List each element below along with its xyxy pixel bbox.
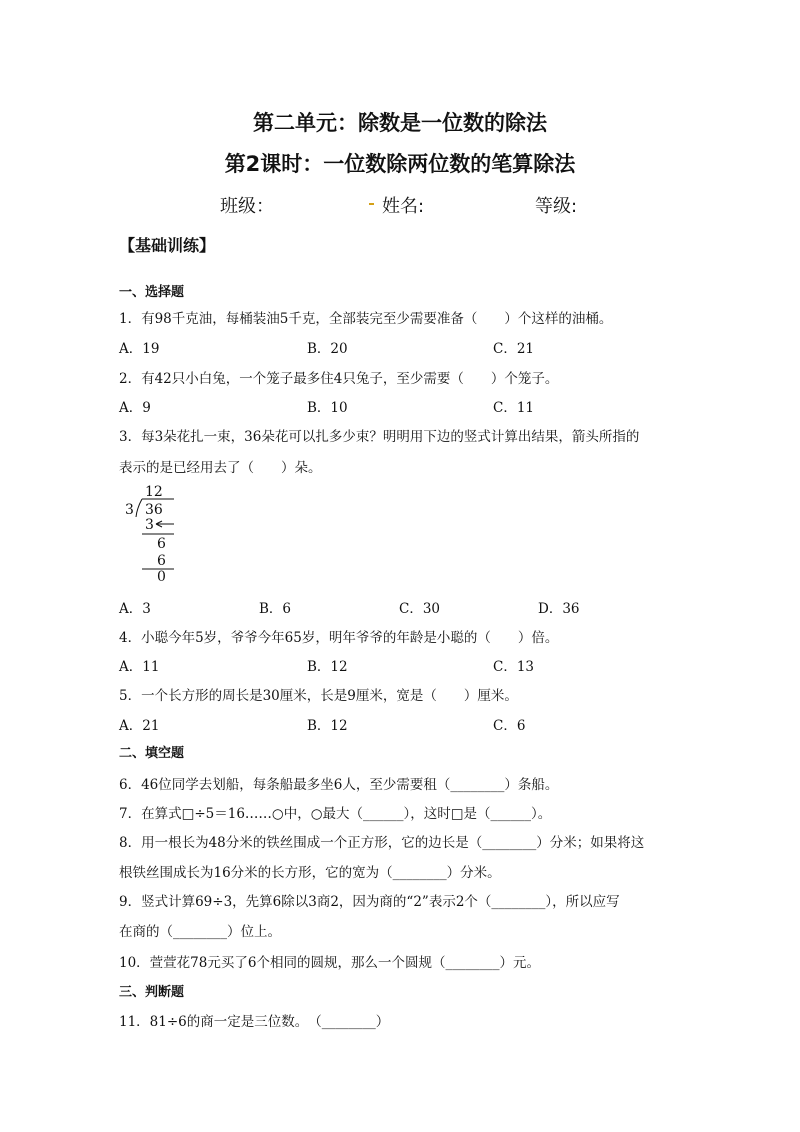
question-9-line1: 9．竖式计算69÷3，先算6除以3商2，因为商的“2”表示2个（________），所以应写 xyxy=(119,894,620,910)
ld-step3: 6 xyxy=(157,553,166,569)
ld-quotient: 12 xyxy=(145,484,163,500)
section-heading: 【基础训练】 xyxy=(119,236,216,255)
page-title: 第二单元：除数是一位数的除法 xyxy=(253,111,547,135)
q1-option-b: B．20 xyxy=(307,341,348,357)
part3-heading: 三、判断题 xyxy=(119,985,185,1000)
question-8-line1: 8．用一根长为48分米的铁丝围成一个正方形，它的边长是（________）分米；如果将这 xyxy=(119,835,645,851)
q2-option-c: C．11 xyxy=(493,400,535,416)
q3-option-c: C．30 xyxy=(399,601,441,617)
long-division xyxy=(122,484,182,584)
question-5: 5．一个长方形的周长是30厘米，长是9厘米，宽是（ ）厘米。 xyxy=(119,688,518,704)
question-8-line2: 根铁丝围成长为16分米的长方形，它的宽为（________）分米。 xyxy=(119,865,501,881)
question-3-line1: 3．每3朵花扎一束，36朵花可以扎多少束？明明用下边的竖式计算出结果，箭头所指的 xyxy=(119,429,640,445)
q3-option-b: B．6 xyxy=(259,601,292,617)
grade-label: 等级: xyxy=(535,196,578,217)
q5-option-c: C．6 xyxy=(493,718,526,734)
ld-step2: 6 xyxy=(157,536,166,552)
question-2: 2．有42只小白兔，一个笼子最多住4只兔子，至少需要（ ）个笼子。 xyxy=(119,371,559,387)
question-11: 11．81÷6的商一定是三位数。 （________） xyxy=(119,1014,390,1030)
q4-option-b: B．12 xyxy=(307,659,348,675)
part1-heading: 一、选择题 xyxy=(119,285,185,300)
q4-option-a: A．11 xyxy=(119,659,160,675)
q5-option-a: A．21 xyxy=(119,718,160,734)
question-7: 7．在算式□÷5＝16……○中，○最大（______），这时□是（______）。 xyxy=(119,806,552,822)
question-1: 1．有98千克油，每桶装油5千克，全部装完至少需要准备（ ）个这样的油桶。 xyxy=(119,311,613,327)
question-6: 6．46位同学去划船，每条船最多坐6人，至少需要租（________）条船。 xyxy=(119,777,559,793)
name-label: 姓名: xyxy=(382,196,425,217)
ld-divisor: 3 xyxy=(125,502,134,518)
question-4: 4．小聪今年5岁，爷爷今年65岁，明年爷爷的年龄是小聪的（ ）倍。 xyxy=(119,630,559,646)
q5-option-b: B．12 xyxy=(307,718,348,734)
question-9-line2: 在商的（________）位上。 xyxy=(119,924,281,940)
question-3-line2: 表示的是已经用去了（ ）朵。 xyxy=(119,460,322,476)
q3-option-d: D．36 xyxy=(538,601,580,617)
q3-option-a: A．3 xyxy=(119,601,151,617)
part2-heading: 二、填空题 xyxy=(119,746,185,761)
ld-step1: 3 xyxy=(145,517,154,533)
arrow-left-icon xyxy=(156,521,174,527)
decorative-dot xyxy=(369,203,374,205)
page-subtitle: 第2课时：一位数除两位数的笔算除法 xyxy=(224,152,576,176)
ld-remainder: 0 xyxy=(157,569,166,584)
class-label: 班级： xyxy=(220,196,274,217)
ld-dividend: 36 xyxy=(145,502,163,518)
question-10: 10．萱萱花78元买了6个相同的圆规，那么一个圆规（________）元。 xyxy=(119,955,540,971)
q4-option-c: C．13 xyxy=(493,659,535,675)
q2-option-b: B．10 xyxy=(307,400,348,416)
q1-option-a: A．19 xyxy=(119,341,160,357)
q2-option-a: A．9 xyxy=(119,400,151,416)
q1-option-c: C．21 xyxy=(493,341,535,357)
